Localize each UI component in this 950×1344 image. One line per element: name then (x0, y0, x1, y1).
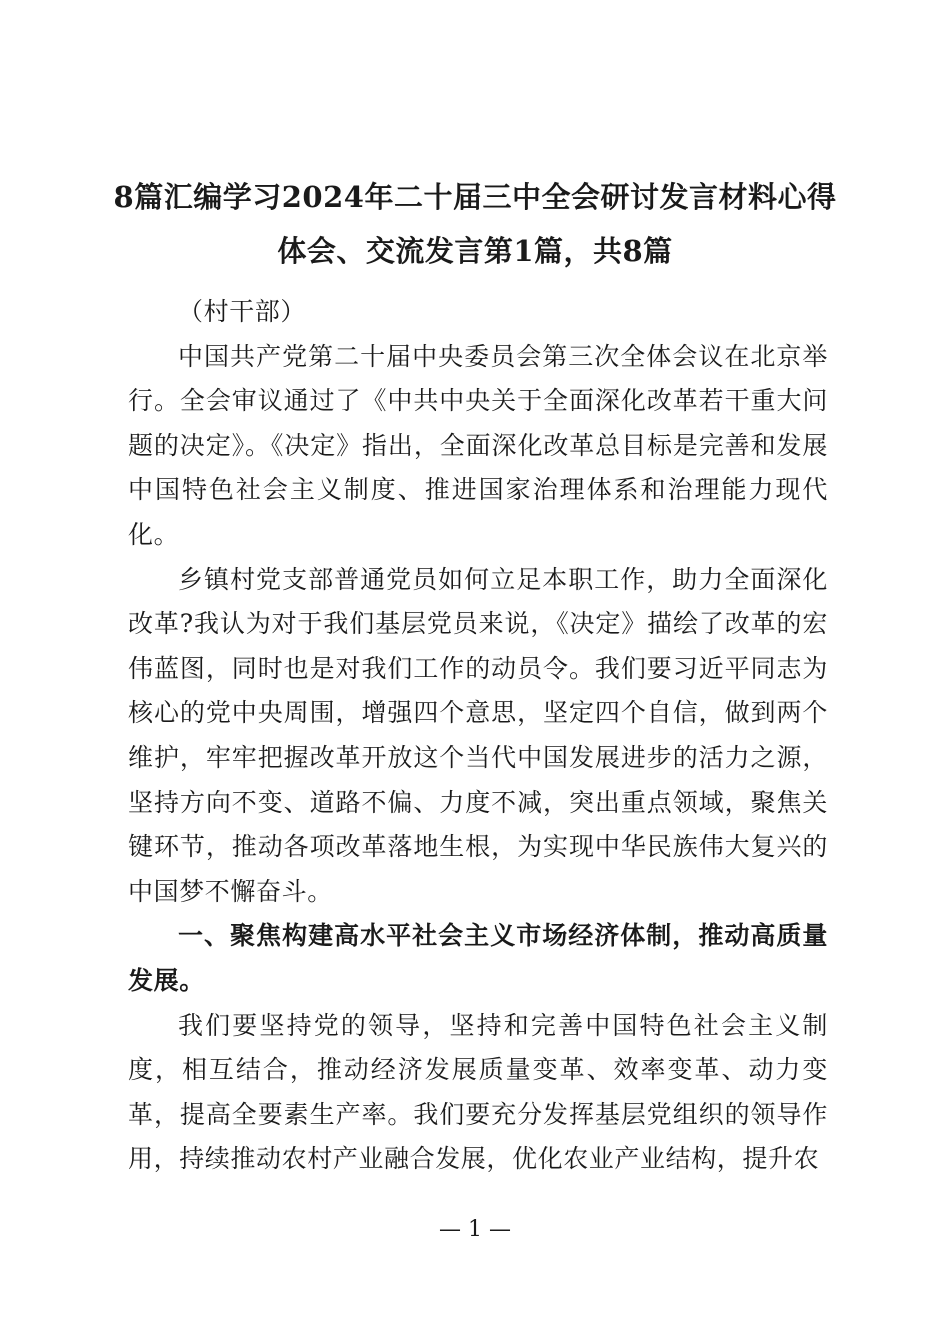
section-heading-1: 一、聚焦构建高水平社会主义市场经济体制，推动高质量发展。 (128, 921, 828, 995)
document-title (100, 170, 850, 278)
paragraph-1: 中国共产党第二十届中央委员会第三次全体会议在北京举行。全会审议通过了《中共中央关于全面深化改革若干重大问题的决定》。《决定》指出，全面深化改革总目标是完善和发展中国特色社会主义制度、推进国家治理体系和治理能力现代化。 (128, 341, 828, 549)
document-body (128, 290, 828, 1182)
page-number: — 1 — (439, 1217, 511, 1242)
author-note: （村干部） (178, 297, 307, 326)
title-line-2: 体会、交流发言第1篇，共8篇 (277, 234, 673, 268)
title-line-1: 8篇汇编学习2024年二十届三中全会研讨发言材料心得 (113, 180, 837, 214)
paragraph-2: 乡镇村党支部普通党员如何立足本职工作，助力全面深化改革?我认为对于我们基层党员来说，《决定》描绘了改革的宏伟蓝图，同时也是对我们工作的动员令。我们要习近平同志为核心的党中央周围，增强四个意思，坚定四个自信，做到两个维护，牢牢把握改革开放这个当代中国发展进步的活力之源，坚持方向不变、道路不偏、力度不减，突出重点领域，聚焦关键环节，推动各项改革落地生根，为实现中华民族伟大复兴的中国梦不懈奋斗。 (128, 564, 828, 906)
paragraph-3: 我们要坚持党的领导，坚持和完善中国特色社会主义制度，相互结合，推动经济发展质量变革、效率变革、动力变革，提高全要素生产率。我们要充分发挥基层党组织的领导作用，持续推动农村产业融合发展，优化农业产业结构，提升农 (128, 1010, 828, 1174)
